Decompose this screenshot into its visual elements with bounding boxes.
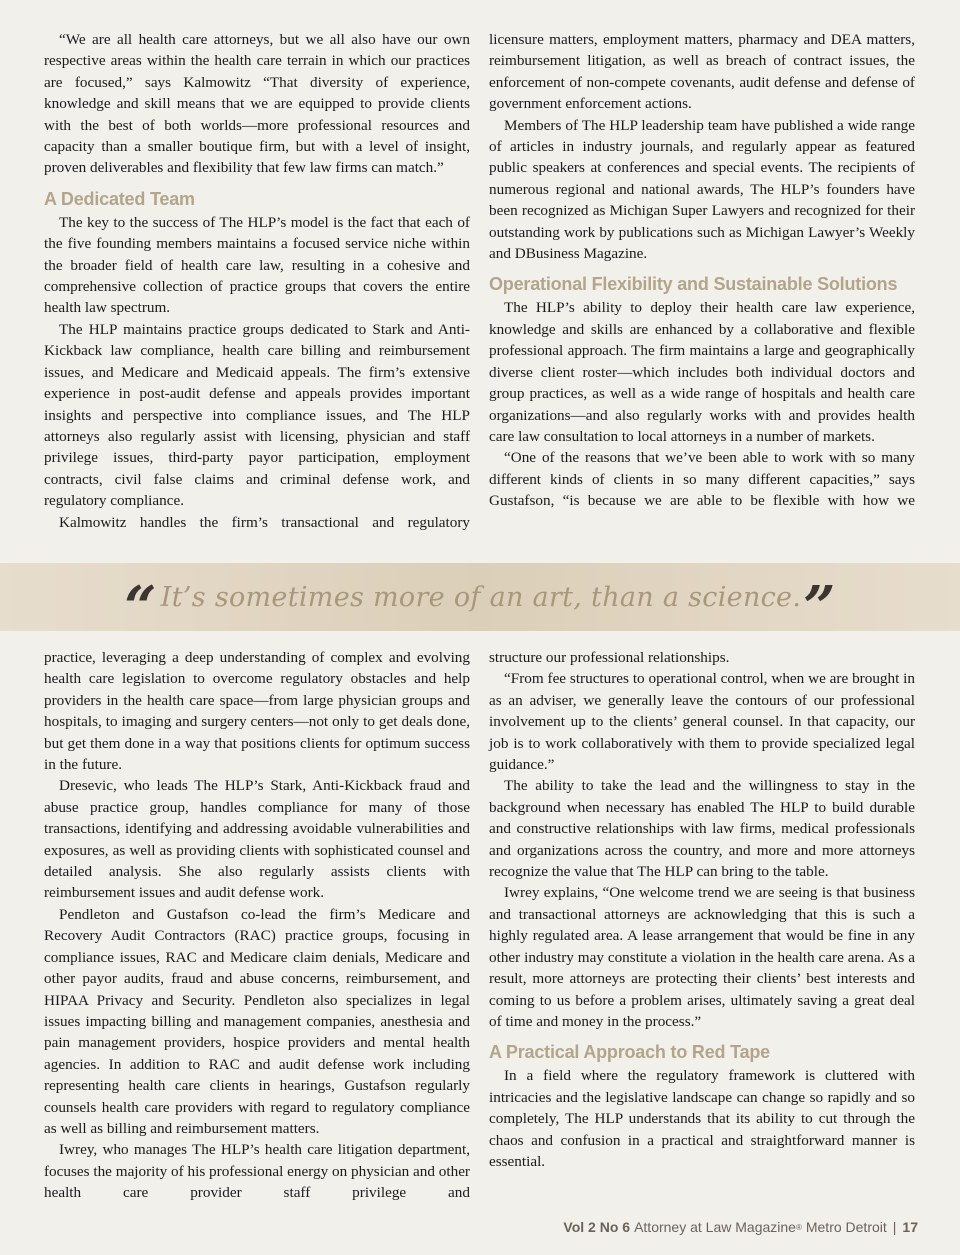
column-bottom-right xyxy=(489,647,915,1172)
open-quote-icon: “ xyxy=(124,574,157,640)
section-heading-practical-approach: A Practical Approach to Red Tape xyxy=(489,1042,770,1063)
paragraph: In a field where the regulatory framework is cluttered with intricacies and the legislative landscape can change so rapidly and so completely, The HLP understands that its ability to cut through the chaos and confusion in a practical and straightforward manner is essential. xyxy=(489,1067,915,1170)
column-bottom-left xyxy=(44,647,470,1204)
pull-quote-text: It’s sometimes more of an art, than a science. xyxy=(160,581,802,613)
paragraph: structure our professional relationships. xyxy=(489,649,730,666)
paragraph: The HLP’s ability to deploy their health care law experience, knowledge and skills are enhanced by a collaborative and flexible professional approach. The firm maintains a large and geographically diverse client roster—which includes both individual doctors and group practices, as well as a wide range of hospitals and health care organizations—and also regularly works with and provides health care law consultation to local attorneys in a number of markets. xyxy=(489,299,915,445)
paragraph: Pendleton and Gustafson co-lead the firm’s Medicare and Recovery Audit Contractors (RAC) practice groups, focusing in compliance issues, RAC and Medicare claim denials, Medicare and other payor audits, fraud and abuse concerns, reimbursement, and HIPAA Privacy and Security. Pendleton also specializes in legal issues impacting billing and management companies, anesthesia and pain management providers, hospice providers and mental health agencies. In addition to RAC and audit defense work including representing health care clients in hearings, Gustafson regularly counsels health care providers with regard to regulatory compliance as well as billing and reimbursement matters. xyxy=(44,905,470,1137)
section-heading-operational-flexibility: Operational Flexibility and Sustainable Solutions xyxy=(489,274,898,295)
footer-edition: Metro Detroit xyxy=(805,1219,887,1235)
column-top-left xyxy=(44,29,470,533)
page-footer xyxy=(563,1219,918,1235)
column-top-right xyxy=(489,29,915,512)
paragraph: Kalmowitz handles the firm’s transactional and regulatory xyxy=(59,513,470,531)
paragraph: “One of the reasons that we’ve been able to work with so many different kinds of clients in so many different capacities,” says Gustafson, “is because we are able to be flexible with how we xyxy=(489,449,915,510)
paragraph: “We are all health care attorneys, but we all also have our own respective areas within the health care terrain in which our practices are focused,” says Kalmowitz “That diversity of experience, knowledge and skill means that we are equipped to provide clients with the best of both worlds—more professional resources and capacity than a smaller boutique firm, but with a level of insight, proven deliverables and flexibility that few law firms can match.” xyxy=(44,31,470,177)
paragraph: The ability to take the lead and the willingness to stay in the background when necessary has enabled The HLP to build durable and constructive relationships with law firms, medical professionals and organizations across the country, and more and more attorneys recognize the value that The HLP can bring to the table. xyxy=(489,777,915,881)
paragraph: Iwrey, who manages The HLP’s health care litigation department, focuses the majority of his professional energy on physician and other health care provider staff privilege and xyxy=(44,1141,470,1202)
pull-quote xyxy=(124,569,836,640)
close-quote-icon: ” xyxy=(803,574,836,640)
footer-magazine: Attorney at Law Magazine xyxy=(634,1219,796,1235)
paragraph: The HLP maintains practice groups dedicated to Stark and Anti-Kickback law compliance, health care billing and reimbursement issues, and Medicare and Medicaid appeals. The firm’s extensive experience in post-audit defense and appeals provides important insights and perspective into compliance issues, and The HLP attorneys also regularly assist with licensing, physician and staff privilege issues, third-party payor participation, employment contracts, civil false claims and criminal defense work, and regulatory compliance. xyxy=(44,320,470,510)
paragraph: The key to the success of The HLP’s model is the fact that each of the five founding members maintains a focused service niche within the broader field of health care law, resulting in a cohesive and comprehensive collection of practice groups that covers the entire health law spectrum. xyxy=(44,213,470,317)
footer-separator: | xyxy=(892,1219,897,1235)
paragraph: Members of The HLP leadership team have published a wide range of articles in industry journals, and regularly appear as featured public speakers at conferences and special events. The recipients of numerous regional and national awards, The HLP’s founders have been recognized as Michigan Super Lawyers and recognized for their outstanding work by publications such as Michigan Lawyer’s Weekly and DBusiness Magazine. xyxy=(489,116,915,263)
paragraph: “From fee structures to operational control, when we are brought in as an adviser, we generally leave the contours of our professional involvement up to the clients’ general counsel. In that capacity, our job is to work collaboratively with them to provide specialized legal guidance.” xyxy=(489,670,915,774)
section-heading-dedicated-team: A Dedicated Team xyxy=(44,188,195,209)
paragraph: licensure matters, employment matters, pharmacy and DEA matters, reimbursement litigation, as well as breach of contract issues, the enforcement of non-compete covenants, audit defense and defense of government enforcement actions. xyxy=(489,31,915,113)
paragraph: Dresevic, who leads The HLP’s Stark, Anti-Kickback fraud and abuse practice group, handles compliance for many of those transactions, identifying and addressing avoidable vulnerabilities and exposures, as well as providing clients with sophisticated counsel and detailed analysis. She also regularly assists clients with reimbursement issues and audit defense work. xyxy=(44,777,470,902)
pull-quote-band xyxy=(0,563,960,640)
paragraph: practice, leveraging a deep understanding of complex and evolving health care legislation to overcome regulatory obstacles and help providers in the health care space—from large physician groups and hospitals, to imaging and surgery centers—not only to get deals done, but get them done in a way that positions clients for optimum success in the future. xyxy=(44,649,470,774)
footer-volume: Vol 2 No 6 xyxy=(563,1219,631,1235)
page-number: 17 xyxy=(902,1219,918,1235)
registered-mark: ® xyxy=(795,1222,802,1232)
paragraph: Iwrey explains, “One welcome trend we are seeing is that business and transactional attorneys are acknowledging that this is such a highly regulated area. A lease arrangement that would be fine in any other industry may constitute a violation in the health care arena. As a result, more attorneys are protecting their clients’ best interests and coming to us before a problem arises, ultimately saving a great deal of time and money in the process.” xyxy=(489,884,915,1030)
